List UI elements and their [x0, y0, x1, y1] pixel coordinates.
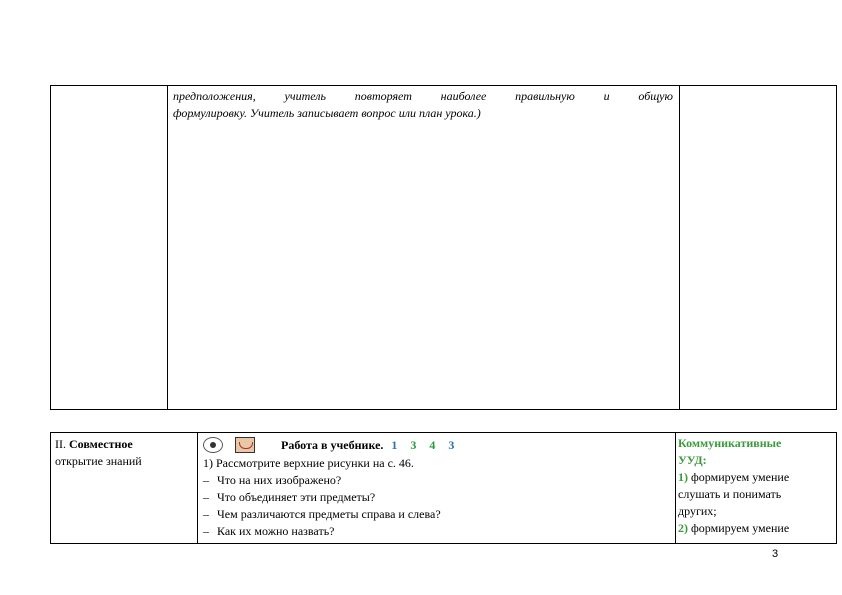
activity-header	[203, 435, 673, 455]
question-item: – Что на них изображено?	[203, 473, 342, 487]
teacher-note-line-2: формулировку. Учитель записывает вопрос или план урока.)	[173, 106, 481, 120]
column-divider	[167, 86, 168, 409]
activity-title: Работа в учебнике.	[281, 437, 384, 452]
stage-title: Совместное	[69, 437, 133, 451]
column-divider	[197, 433, 198, 543]
uud-title-suffix: УУД:	[678, 453, 707, 467]
lesson-table-top	[50, 85, 837, 410]
lesson-table-bottom	[50, 432, 837, 544]
task-1: 1) Рассмотрите верхние рисунки на с. 46.	[203, 456, 414, 470]
teacher-note-line-1: предположения, учитель повторяет наиболее правильную и общую	[173, 89, 673, 103]
textbook-icon	[235, 437, 255, 453]
teacher-note	[173, 88, 673, 122]
uud-item-1-line-2: слушать и понимать	[678, 487, 782, 501]
column-divider	[675, 433, 676, 543]
page-number: 3	[772, 548, 779, 560]
uud-item-1-line-3: других;	[678, 504, 717, 518]
eye-icon	[203, 437, 223, 453]
activity-numbers: 1 3 4 3	[391, 437, 455, 452]
question-item: – Что объединяет эти предметы?	[203, 490, 376, 504]
uud-cell	[678, 435, 828, 537]
uud-title: Коммуникативные	[678, 436, 782, 450]
question-item: – Чем различаются предметы справа и слева?	[203, 507, 441, 521]
stage-subtitle: открытие знаний	[55, 454, 142, 468]
column-divider	[679, 86, 680, 409]
question-item: – Как их можно назвать?	[203, 524, 335, 538]
activity-cell	[203, 435, 673, 540]
uud-item-2: 2) формируем умение	[678, 521, 790, 535]
uud-item-1: 1) формируем умение	[678, 470, 790, 484]
stage-cell: II. Совместное открытие знаний	[55, 437, 142, 468]
